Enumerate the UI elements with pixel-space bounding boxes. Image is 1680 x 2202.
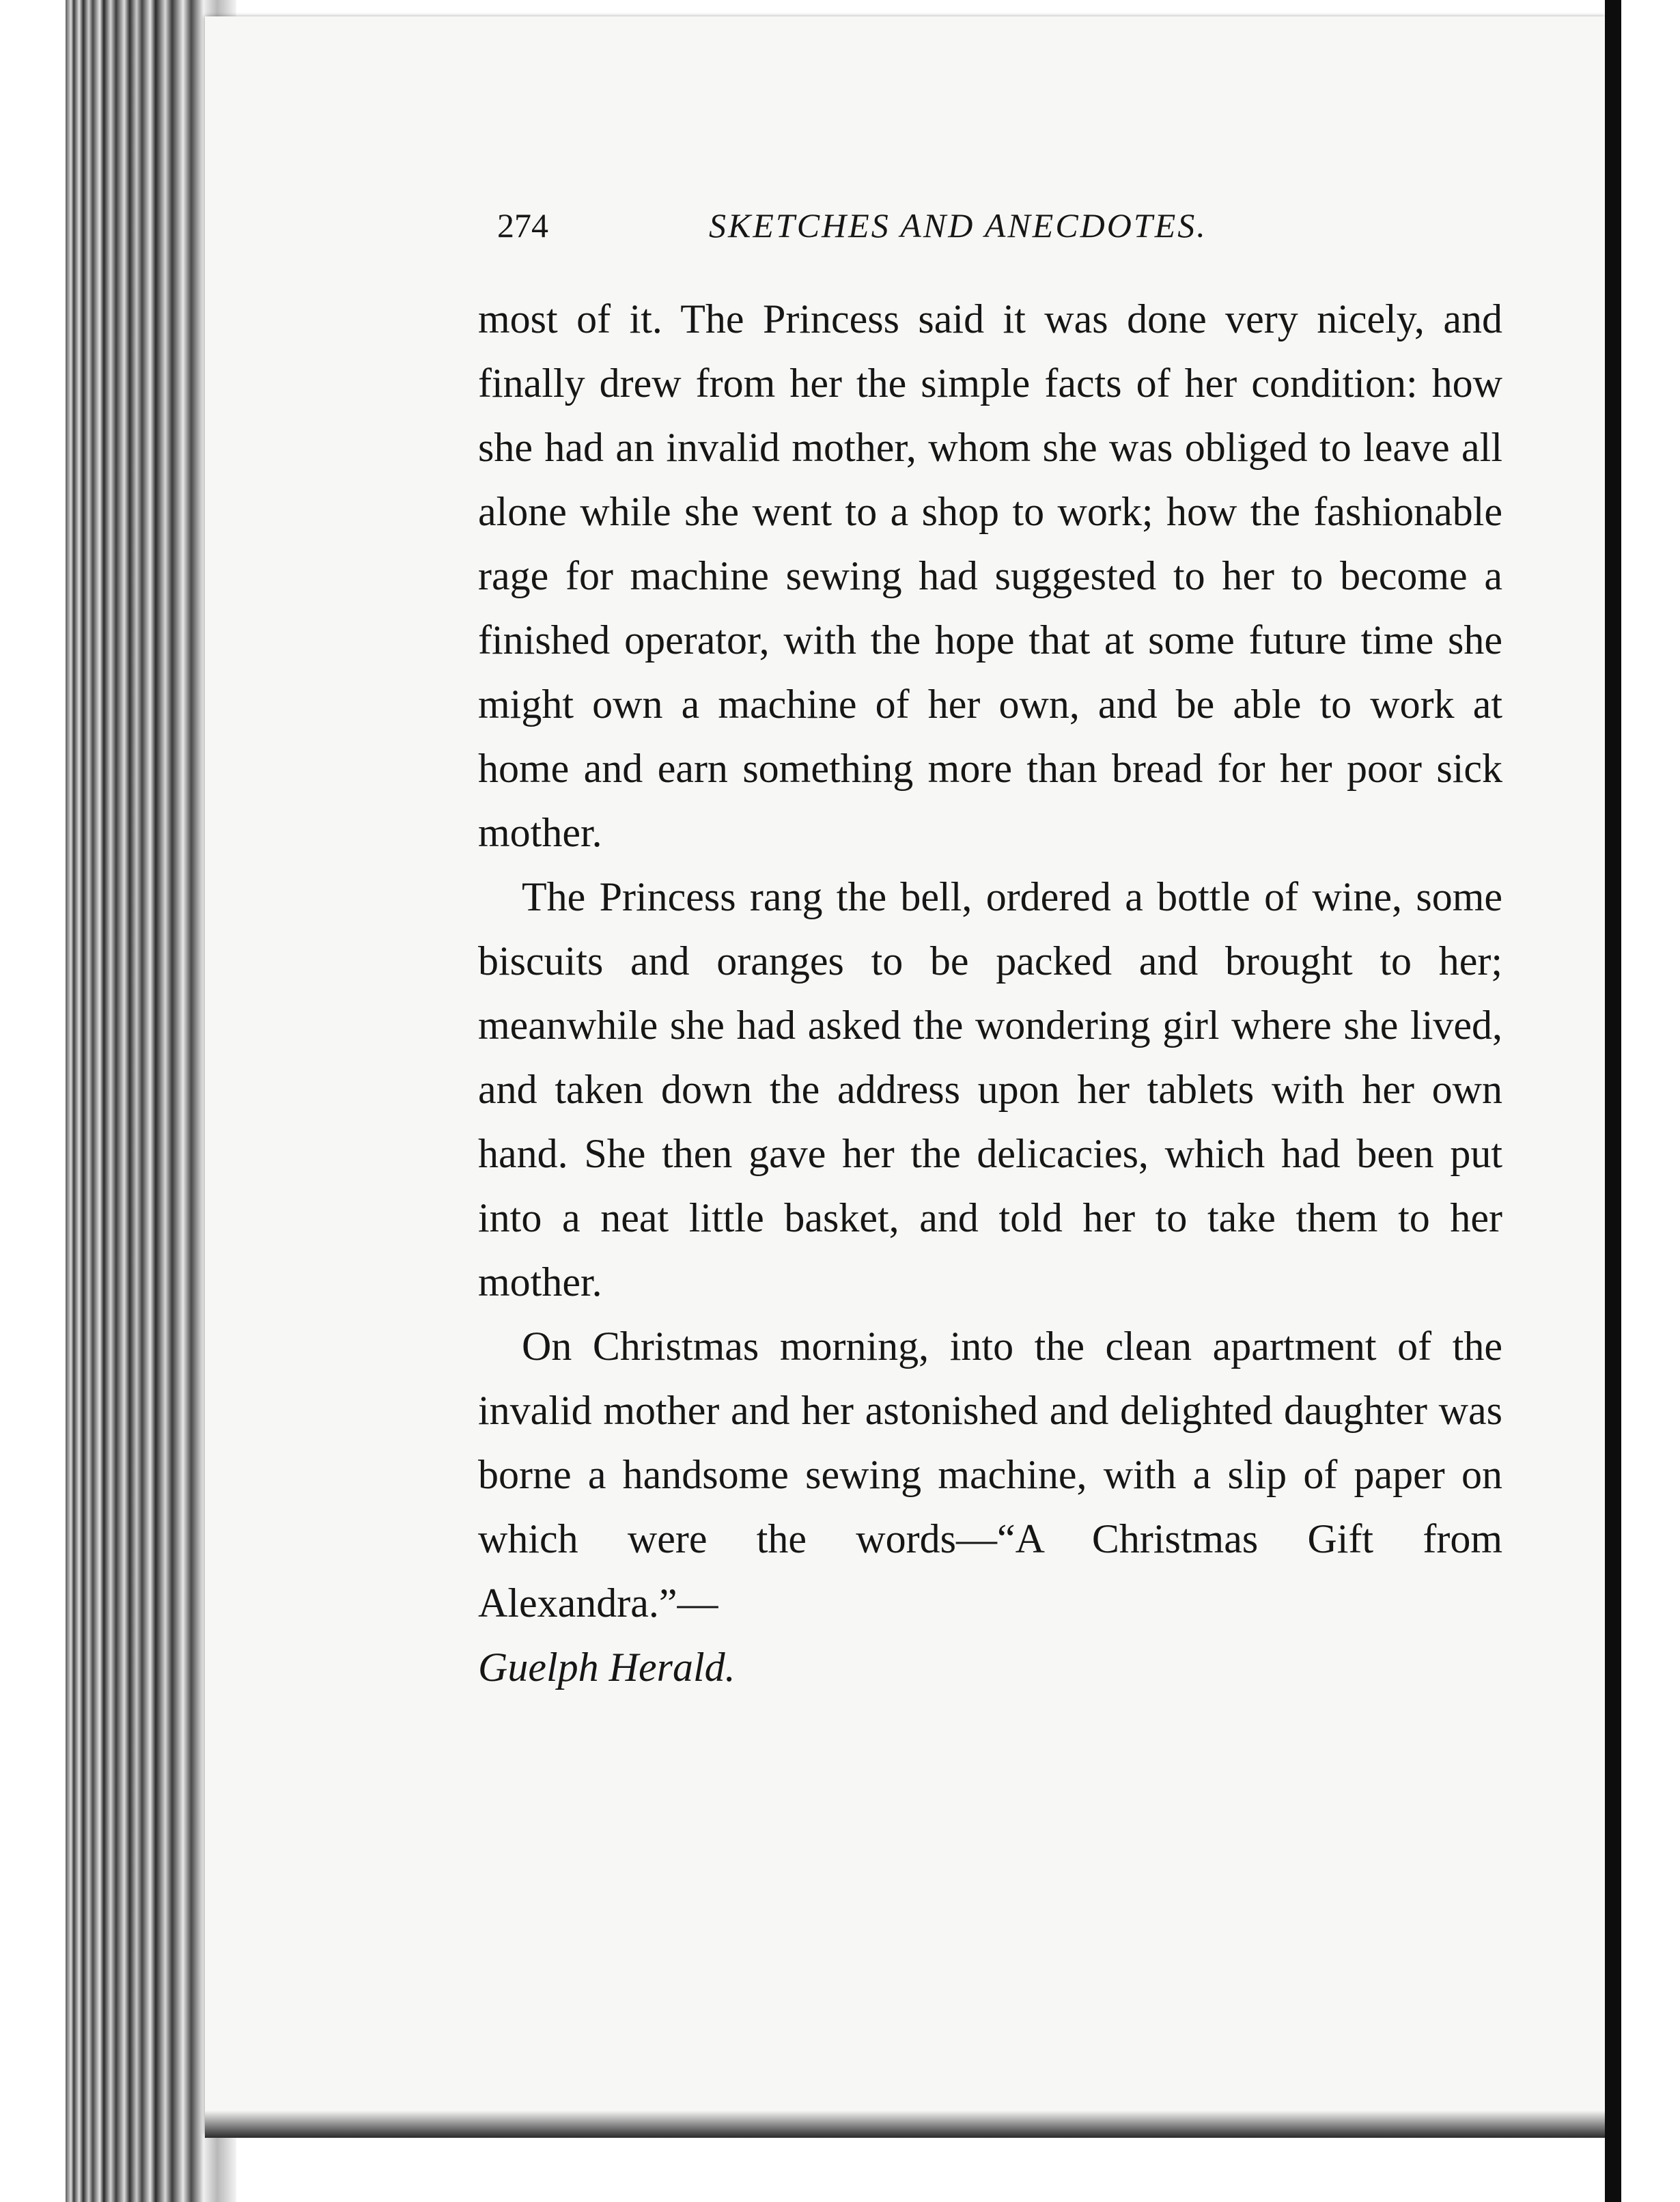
paragraph-3: On Christmas morning, into the clean apartment of the invalid mother and her astonished and delighted daughter was borne a handsome sewing machine, with a slip of paper on which were the words—“A Christmas Gift from Alexandra.”— (478, 1324, 1502, 1626)
paragraph-2: The Princess rang the bell, ordered a bottle of wine, some biscuits and oranges to be packed and brought to her; meanwhile she had asked the wondering girl where she lived, and taken down the address upon her tablets with her own hand. She then gave her the delicacies, which had been put into a neat little basket, and told her to take them to her mother. (478, 874, 1502, 1305)
scan-margin (1621, 0, 1680, 2202)
page-header (497, 198, 1303, 253)
page-number: 274 (497, 206, 548, 245)
page-bottom-edge (205, 2110, 1605, 2138)
running-head: SKETCHES AND ANECDOTES. (709, 206, 1207, 245)
body-text (478, 287, 1502, 1699)
right-binding-shadow (1605, 0, 1621, 2202)
paragraph-1: most of it. The Princess said it was done very nicely, and finally drew from her the simple facts of her condition: how she had an invalid mother, whom she was obliged to leave all alone while she went to a shop to work; how the fashionable rage for machine sewing had suggested to her to become a finished operator, with the hope that at some future time she might own a machine of her own, and be able to work at home and earn something more than bread for her poor sick mother. (478, 296, 1502, 855)
source-attribution: Guelph Herald. (478, 1645, 736, 1690)
